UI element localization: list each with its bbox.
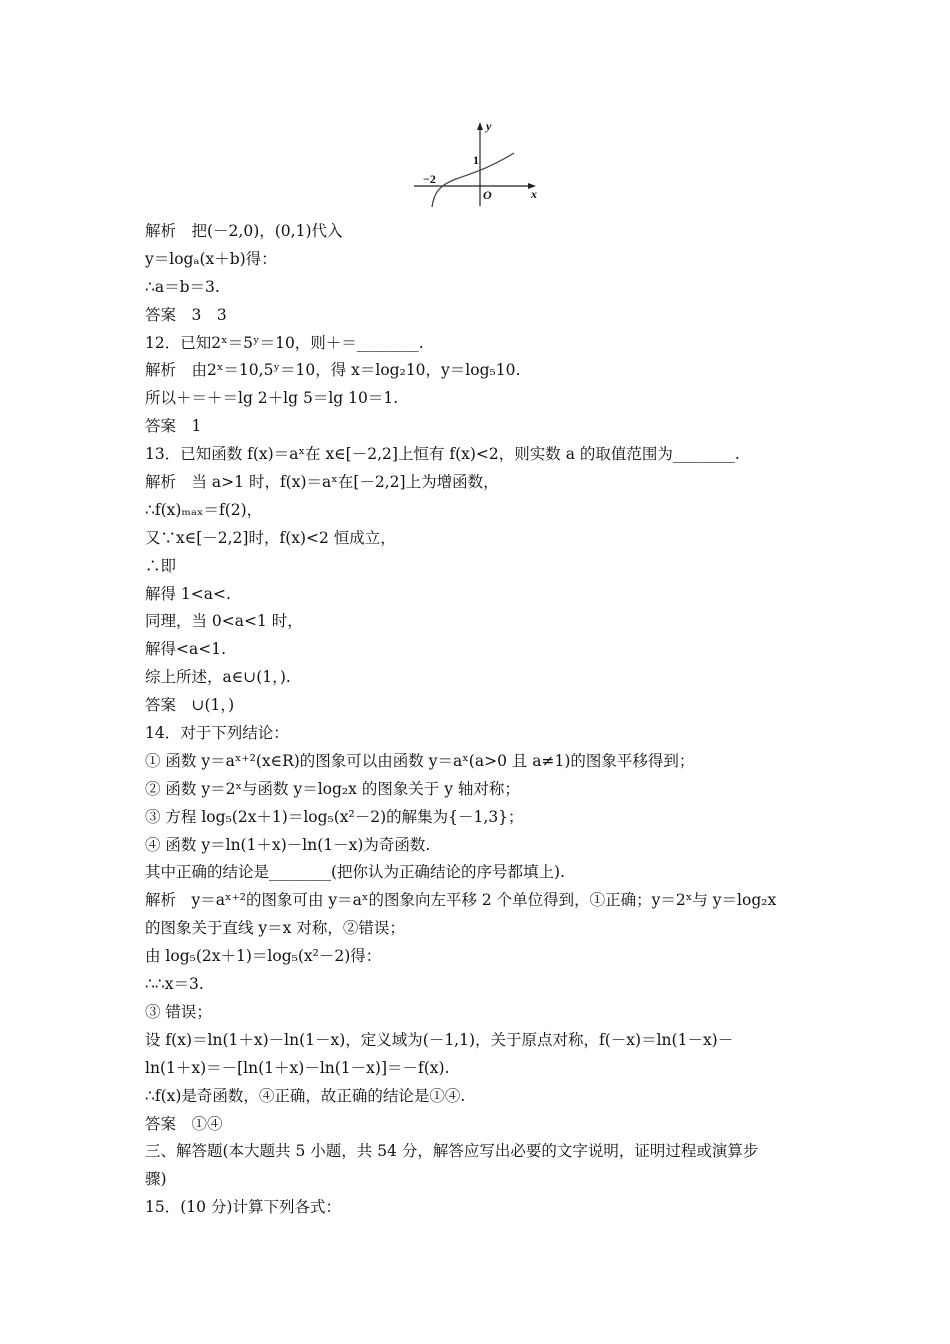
question-13: 13．已知函数 f(x)＝aˣ在 x∈[－2,2]上恒有 f(x)<2，则实数 a 的取值范围为________. [145, 445, 740, 464]
document-body [145, 218, 825, 1222]
text-line: ∴f(x)是奇函数，④正确，故正确的结论是①④. [145, 1086, 466, 1105]
text-line: ∴即 [145, 556, 177, 575]
text-line: y＝logₐ(x＋b)得： [145, 249, 277, 268]
text-line: 其中正确的结论是________(把你认为正确结论的序号都填上). [145, 863, 566, 882]
answer-line: 答案 ①④ [145, 1114, 223, 1133]
text-line: ∴∴x＝3. [145, 975, 204, 994]
text-line: 由 log₅(2x＋1)＝log₅(x²－2)得： [145, 947, 382, 966]
text-line: 解析 当 a>1 时，f(x)＝aˣ在[－2,2]上为增函数， [145, 473, 499, 492]
text-line: 解析 y＝aˣ⁺²的图象可由 y＝aˣ的图象向左平移 2 个单位得到，①正确；y＝2ˣ与 y＝log₂x [145, 891, 777, 910]
statement-2: ② 函数 y＝2ˣ与函数 y＝log₂x 的图象关于 y 轴对称； [145, 779, 520, 798]
text-line: 解得 1<a<. [145, 584, 231, 603]
text-line: ③ 错误； [145, 1002, 212, 1021]
origin-label: O [483, 188, 492, 202]
text-line: 的图象关于直线 y＝x 对称，②错误； [145, 919, 405, 938]
question-14: 14．对于下列结论： [145, 724, 289, 743]
text-line: 所以＋＝＋＝lg 2＋lg 5＝lg 10＝1. [145, 389, 399, 408]
text-line: 又∵x∈[－2,2]时，f(x)<2 恒成立， [145, 528, 396, 547]
question-15: 15．(10 分)计算下列各式： [145, 1198, 341, 1217]
text-line: 同理，当 0<a<1 时， [145, 612, 303, 631]
statement-4: ④ 函数 y＝ln(1＋x)－ln(1－x)为奇函数. [145, 835, 431, 854]
section-heading: 三、解答题(本大题共 5 小题，共 54 分，解答应写出必要的文字说明，证明过程或演算步 [145, 1142, 759, 1161]
answer-line: 答案 3 3 [145, 305, 227, 324]
x-tick-label: −2 [423, 172, 436, 186]
text-line: 综上所述，a∈∪(1，). [145, 668, 291, 687]
section-heading-continued: 骤) [145, 1170, 167, 1189]
text-line: 设 f(x)＝ln(1＋x)－ln(1－x)，定义域为(－1,1)，关于原点对称，f(－x)＝ln(1－x)－ [145, 1030, 734, 1049]
text-line: 解得<a<1. [145, 640, 227, 659]
x-axis-label: x [531, 187, 537, 201]
y-axis-arrow [477, 122, 483, 130]
log-function-graph [410, 118, 550, 210]
answer-line: 答案 1 [145, 417, 202, 436]
y-tick-label: 1 [473, 153, 479, 167]
text-line: ∴f(x)ₘₐₓ＝f(2)， [145, 500, 263, 519]
text-line: ln(1＋x)＝－[ln(1＋x)－ln(1－x)]＝－f(x). [145, 1058, 450, 1077]
question-12: 12．已知2ˣ＝5ʸ＝10，则＋＝________. [145, 333, 424, 352]
answer-line: 答案 ∪(1，) [145, 696, 235, 715]
statement-3: ③ 方程 log₅(2x＋1)＝log₅(x²－2)的解集为{－1,3}； [145, 807, 524, 826]
text-line: 解析 由2ˣ＝10,5ʸ＝10，得 x＝log₂10，y＝log₅10. [145, 361, 521, 380]
text-line: ∴a＝b＝3. [145, 277, 220, 296]
text-line: 解析 把(－2,0)，(0,1)代入 [145, 222, 343, 240]
y-axis-label: y [486, 119, 492, 133]
statement-1: ① 函数 y＝aˣ⁺²(x∈R)的图象可以由函数 y＝aˣ(a>0 且 a≠1)的图象平移得到； [145, 751, 695, 770]
